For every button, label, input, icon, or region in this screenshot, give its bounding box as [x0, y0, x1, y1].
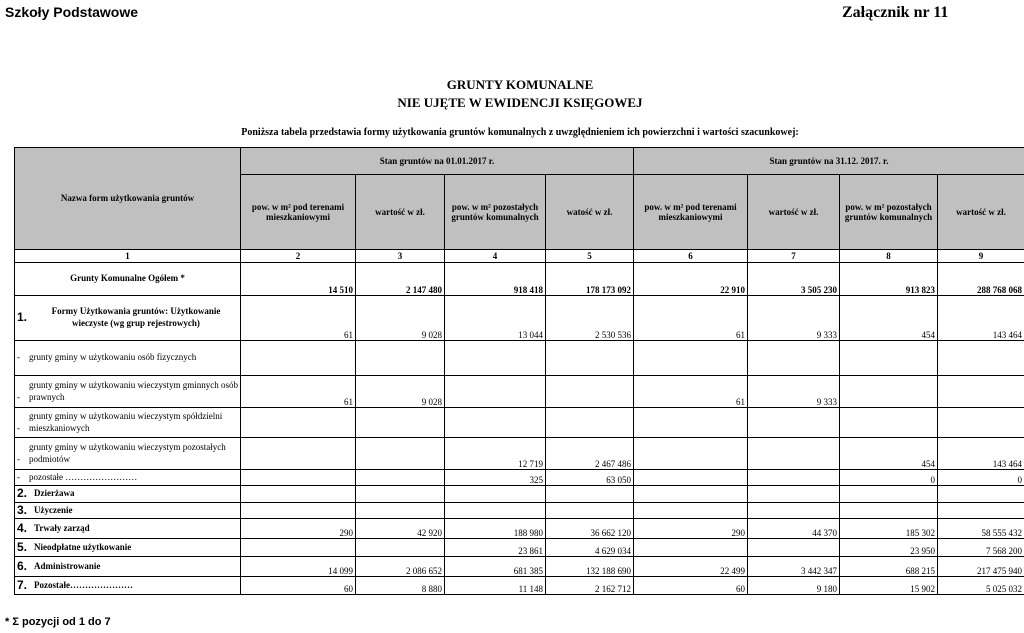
column-number: 4: [445, 250, 546, 263]
row-label-cell: [15, 438, 241, 470]
row-value: 3 442 347: [748, 557, 840, 577]
col-header-8: pow. w m² pozostałych gruntów komunalnych: [840, 175, 938, 250]
row-label-cell: [15, 486, 241, 503]
row-label-cell: [15, 502, 241, 519]
table-row: [15, 557, 1024, 577]
row-value: [634, 470, 748, 486]
total-value: 2 147 480: [356, 263, 445, 296]
row-value: [748, 486, 840, 503]
table-row: [15, 341, 1024, 376]
row-value: 132 188 690: [546, 557, 634, 577]
table-row: [15, 519, 1024, 539]
row-value: 290: [241, 519, 356, 539]
row-value: 454: [840, 296, 938, 341]
row-value: [356, 438, 445, 470]
row-value: 2 162 712: [546, 577, 634, 595]
row-value: 217 475 940: [938, 557, 1024, 577]
row-number: 2.: [17, 486, 28, 500]
total-value: 288 768 068: [938, 263, 1024, 296]
row-value: 12 719: [445, 438, 546, 470]
column-number: 5: [546, 250, 634, 263]
row-number: 4.: [17, 520, 28, 535]
row-value: 325: [445, 470, 546, 486]
table-row: [15, 486, 1024, 503]
row-value: [840, 376, 938, 408]
row-value: [241, 438, 356, 470]
group-header-start: Stan gruntów na 01.01.2017 r.: [241, 148, 634, 175]
row-value: [634, 502, 748, 519]
total-value: 3 505 230: [748, 263, 840, 296]
row-label-cell: [15, 577, 241, 595]
row-value: [748, 438, 840, 470]
row-value: 13 044: [445, 296, 546, 341]
row-value: [634, 341, 748, 376]
row-value: 9 180: [748, 577, 840, 595]
row-value: [356, 486, 445, 503]
row-label: grunty gminy w użytkowaniu wieczystym gminnych osób prawnych: [29, 379, 238, 402]
attachment-number: Załącznik nr 11: [842, 4, 949, 21]
table-row: [15, 376, 1024, 408]
row-value: 0: [938, 470, 1024, 486]
row-number: -: [17, 352, 20, 363]
footnote: * Σ pozycji od 1 do 7: [5, 616, 111, 628]
row-value: 23 950: [840, 539, 938, 557]
row-value: [546, 376, 634, 408]
row-number: 7.: [17, 577, 28, 592]
row-value: 2 530 536: [546, 296, 634, 341]
row-label-cell: [15, 341, 241, 376]
col-header-3: wartość w zł.: [356, 175, 445, 250]
row-value: [241, 408, 356, 438]
row-label-cell: [15, 408, 241, 438]
col-header-5: watość w zł.: [546, 175, 634, 250]
row-value: [840, 341, 938, 376]
land-use-table: [14, 147, 1024, 595]
row-value: 61: [634, 296, 748, 341]
row-value: 8 880: [356, 577, 445, 595]
row-value: [356, 408, 445, 438]
row-value: 44 370: [748, 519, 840, 539]
row-label: Pozostałe…………………: [34, 579, 133, 590]
column-number: 7: [748, 250, 840, 263]
row-value: 7 568 200: [938, 539, 1024, 557]
row-value: [241, 502, 356, 519]
row-value: [634, 486, 748, 503]
row-value: 5 025 032: [938, 577, 1024, 595]
row-value: [938, 486, 1024, 503]
row-label: grunty gminy w użytkowaniu osób fizycznych: [29, 352, 197, 363]
table-row: [15, 539, 1024, 557]
row-value: [546, 341, 634, 376]
row-value: [938, 408, 1024, 438]
row-value: [748, 539, 840, 557]
row-value: 454: [840, 438, 938, 470]
row-value: [546, 502, 634, 519]
col-header-name: Nazwa form użytkowania gruntów: [15, 148, 241, 250]
row-label-cell: [15, 519, 241, 539]
row-label: Administrowanie: [34, 560, 101, 571]
column-number: 8: [840, 250, 938, 263]
document-section-title: Szkoły Podstawowe: [5, 4, 139, 20]
row-label: pozostałe ……………………: [29, 471, 138, 482]
row-value: 14 099: [241, 557, 356, 577]
table-row: [15, 470, 1024, 486]
intro-text: Poniższa tabela przedstawia formy użytkowania gruntów komunalnych z uwzględnieniem ich powierzchni i wartości szacunkowej:: [241, 127, 799, 138]
total-value: 14 510: [241, 263, 356, 296]
row-label-cell: [15, 296, 241, 341]
row-value: 61: [634, 376, 748, 408]
row-value: 42 920: [356, 519, 445, 539]
column-number: 3: [356, 250, 445, 263]
col-header-2: pow. w m² pod terenami mieszkaniowymi: [241, 175, 356, 250]
row-value: [445, 341, 546, 376]
total-value: 918 418: [445, 263, 546, 296]
row-value: [748, 341, 840, 376]
row-value: [938, 341, 1024, 376]
column-number: 1: [15, 250, 241, 263]
row-number: -: [17, 471, 20, 482]
row-label: Formy Użytkowania gruntów: Użytkowanie wieczyste (wg grup rejestrowych): [51, 306, 221, 328]
col-header-9: wartość w zł.: [938, 175, 1024, 250]
total-value: 913 823: [840, 263, 938, 296]
col-header-4: pow. w m² pozostałych gruntów komunalnych: [445, 175, 546, 250]
col-header-6: pow. w m² pod terenami mieszkaniowymi: [634, 175, 748, 250]
total-row: [15, 263, 1024, 296]
row-number: 5.: [17, 539, 28, 554]
row-value: [445, 376, 546, 408]
row-value: [840, 408, 938, 438]
row-value: [241, 470, 356, 486]
row-value: 9 028: [356, 376, 445, 408]
row-value: [938, 502, 1024, 519]
row-value: 143 464: [938, 296, 1024, 341]
column-number: 6: [634, 250, 748, 263]
row-value: 681 385: [445, 557, 546, 577]
row-value: 36 662 120: [546, 519, 634, 539]
group-header-end: Stan gruntów na 31.12. 2017. r.: [634, 148, 1024, 175]
row-value: [840, 502, 938, 519]
row-value: [356, 470, 445, 486]
page-title: GRUNTY KOMUNALNE: [446, 77, 594, 92]
row-label-cell: [15, 539, 241, 557]
row-value: 2 467 486: [546, 438, 634, 470]
row-value: [634, 408, 748, 438]
column-number-row: [15, 250, 1024, 263]
table-row: [15, 438, 1024, 470]
row-value: 22 499: [634, 557, 748, 577]
row-value: 188 980: [445, 519, 546, 539]
row-label: Użyczenie: [34, 504, 73, 515]
row-value: 61: [241, 296, 356, 341]
row-value: 185 302: [840, 519, 938, 539]
row-value: [445, 408, 546, 438]
row-label: grunty gminy w użytkowaniu wieczystym spółdzielni mieszkaniowych: [29, 410, 223, 433]
row-value: [546, 408, 634, 438]
row-value: 9 333: [748, 376, 840, 408]
row-number: 6.: [17, 558, 28, 573]
row-value: 60: [634, 577, 748, 595]
col-header-7: wartość w zł.: [748, 175, 840, 250]
row-label-cell: [15, 557, 241, 577]
row-value: [634, 539, 748, 557]
row-value: [748, 502, 840, 519]
table-row: [15, 408, 1024, 438]
row-value: 0: [840, 470, 938, 486]
total-value: 178 173 092: [546, 263, 634, 296]
row-value: 63 050: [546, 470, 634, 486]
row-value: [634, 438, 748, 470]
total-value: 22 910: [634, 263, 748, 296]
row-value: 11 148: [445, 577, 546, 595]
row-value: [356, 502, 445, 519]
row-value: 143 464: [938, 438, 1024, 470]
row-value: 60: [241, 577, 356, 595]
row-label: Dzierżawa: [34, 487, 75, 498]
row-value: [241, 539, 356, 557]
row-label-cell: [15, 376, 241, 408]
row-value: [356, 539, 445, 557]
row-value: 9 333: [748, 296, 840, 341]
row-number: 1.: [17, 310, 28, 325]
row-number: -: [17, 422, 20, 433]
row-value: [445, 486, 546, 503]
table-row: [15, 502, 1024, 519]
row-label: Trwały zarząd: [34, 522, 90, 533]
page-subtitle: NIE UJĘTE W EWIDENCJI KSIĘGOWEJ: [397, 95, 643, 110]
row-number: -: [17, 453, 20, 464]
row-value: 9 028: [356, 296, 445, 341]
row-value: 290: [634, 519, 748, 539]
table-row: [15, 577, 1024, 595]
row-value: 15 902: [840, 577, 938, 595]
row-number: 3.: [17, 502, 28, 517]
total-label: Grunty Komunalne Ogółem *: [15, 263, 241, 296]
row-value: 23 861: [445, 539, 546, 557]
row-value: [356, 341, 445, 376]
row-value: [445, 502, 546, 519]
row-label-cell: [15, 470, 241, 486]
row-value: [748, 408, 840, 438]
row-value: 58 555 432: [938, 519, 1024, 539]
row-value: [241, 486, 356, 503]
row-label: Nieodpłatne użytkowanie: [34, 541, 132, 552]
row-value: [938, 376, 1024, 408]
row-value: [748, 470, 840, 486]
row-value: 4 629 034: [546, 539, 634, 557]
row-value: [241, 341, 356, 376]
row-value: 61: [241, 376, 356, 408]
row-label: grunty gminy w użytkowaniu wieczystym pozostałych podmiotów: [29, 441, 226, 464]
table-row: [15, 296, 1024, 341]
row-value: 688 215: [840, 557, 938, 577]
column-number: 9: [938, 250, 1024, 263]
row-number: -: [17, 391, 20, 402]
row-value: [546, 486, 634, 503]
row-value: [840, 486, 938, 503]
column-number: 2: [241, 250, 356, 263]
row-value: 2 086 652: [356, 557, 445, 577]
